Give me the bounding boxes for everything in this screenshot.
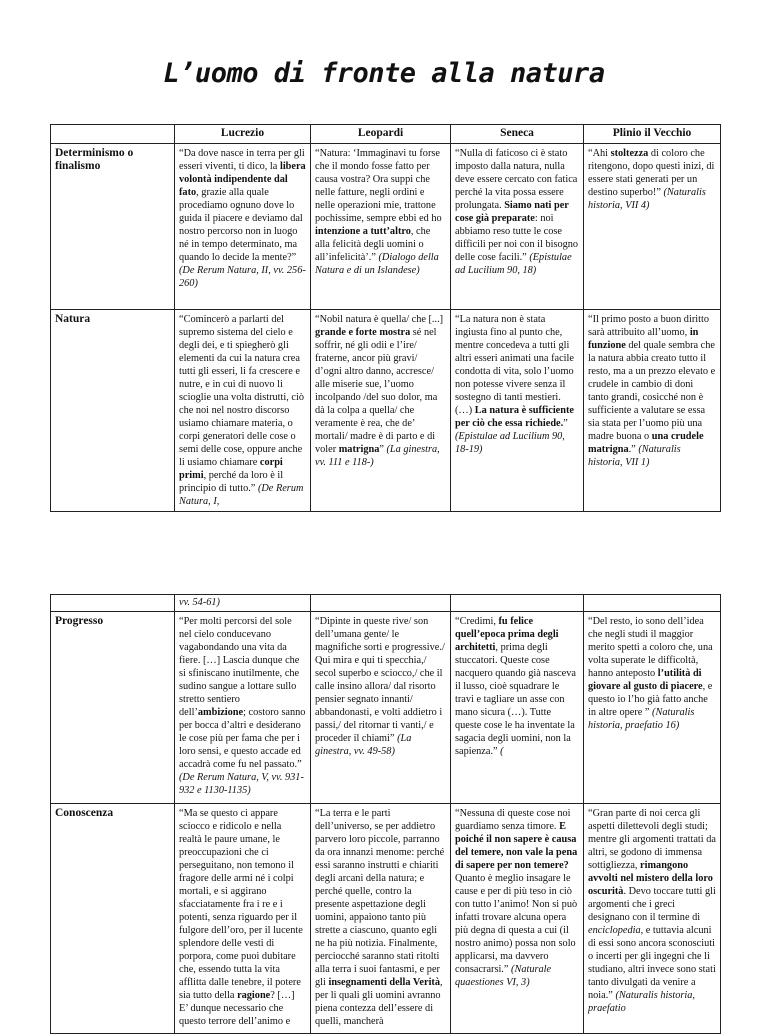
- row-label: Progresso: [51, 612, 175, 804]
- quote-cell: “Ahi stoltezza di coloro che ritengono, dopo questi inizi, di essere stati generati per un destino superbo!” (Naturalis historia, VII 4): [584, 144, 721, 310]
- quote-cell: “Natura: ‘Immaginavi tu forse che il mondo fosse fatto per causa vostra? Ora suppi che nelle fatture, negli ordini e nelle operazioni mie, trattone pochissime, sempre ebbi ed ho intenzione a tutt’altro, che alla felicità degli uomini o all’infelicità’.” (Dialogo della Natura e di un Islandese): [311, 144, 451, 310]
- header-plinio: Plinio il Vecchio: [584, 125, 721, 144]
- continued-empty-cell: [451, 595, 584, 612]
- header-row: [51, 125, 721, 144]
- continued-label-cell: [51, 595, 175, 612]
- quote-cell: “Comincerò a parlarti del supremo sistema del cielo e degli dei, e ti spiegherò gli elementi da cui la natura crea tutti gli esseri, li fa crescere e nutre, e in cui di nuovo li scioglie una volta distrutti, ciò che noi nel nostro discorso usiamo chiamare materia, o corpi generatori delle cose o semi delle cose, oppure anche li usiamo chiamare corpi primi, perché da loro è il principio di tutto.” (De Rerum Natura, I,: [175, 310, 311, 512]
- quote-cell: “Da dove nasce in terra per gli esseri viventi, ti dico, la libera volontà indipendente dal fato, grazie alla quale procediamo ognuno dove lo guida il piacere e deviamo dal nostro percorso non in luogo né in tempo determinato, ma quando lo decide la mente?” (De Rerum Natura, II, vv. 256-260): [175, 144, 311, 310]
- header-lucrezio: Lucrezio: [175, 125, 311, 144]
- quote-cell: “Ma se questo ci appare sciocco e ridicolo e nella realtà le paure umane, le preoccupazioni che ci perseguitano, non temono il fragore delle armi né i colpi mortali, e si aggirano sfacciatamente fra i re e i potenti, senza riguardo per il fulgore dell’oro, per il lucente splendore delle vesti di porpora, come puoi dubitare che, essendo tutta la vita afflitta dalle tenebre, il potere sia tutto della ragione? […] E’ dunque necessario che questo terrore dell’animo e: [175, 804, 311, 1034]
- comparison-table-bottom: [50, 594, 721, 1034]
- row-label: Conoscenza: [51, 804, 175, 1034]
- quote-cell: “Dipinte in queste rive/ son dell’umana gente/ le magnifiche sorti e progressive./ Qui mira e qui ti specchia,/ secol superbo e sciocco,/ che il calle insino allora/ dal risorto pensier segnato innanti/ abbandonasti, e volti addietro i passi,/ del ritornar ti vanti,/ e proceder il chiami” (La ginestra, vv. 49-58): [311, 612, 451, 804]
- quote-cell: “Gran parte di noi cerca gli aspetti dilettevoli degli studi; mentre gli argomenti trattati da altri, se godono di immensa sottigliezza, rimangono avvolti nel mistero della loro oscurità. Devo toccare tutti gli argomenti che i greci designano con il termine di enciclopedia, e tuttavia alcuni di essi sono ancora sconosciuti o incerti per gli ingegni che li studiano, altri invece sono stati tanto divulgati da venire a noia.” (Naturalis historia, praefatio: [584, 804, 721, 1034]
- continued-empty-cell: [311, 595, 451, 612]
- quote-cell: “Per molti percorsi del sole nel cielo conducevano vagabondando una vita da fiere. […] Lascia dunque che si sfiniscano inutilmente, che sudino sangue a lottare sullo stretto sentiero dell’ambizione; costoro sanno per bocca d’altri e desiderano le cose più per fama che per i loro sensi, e questo accade ed accadrà come fu nel passato.” (De Rerum Natura, V, vv. 931-932 e 1130-1135): [175, 612, 311, 804]
- row-conoscenza: [51, 804, 721, 1034]
- quote-cell: “Nessuna di queste cose noi guardiamo senza timore. E poiché il non sapere è causa del temere, non vale la pena di sapere per non temere? Quanto è meglio insagare le cause e per di più teso in ciò con tutto l’animo! Non si può infatti trovare alcuna opera più degna di questa a cui (il nostro animo) possa non solo applicarsi, ma davvero consacrarsi.” (Naturale quaestiones VI, 3): [451, 804, 584, 1034]
- quote-cell: “La terra e le parti dell’universo, se per addietro parvero loro piccole, parranno da ora innanzi menome: perché essi saranno instrutti e chiariti degli arcani della natura; e perché quelle, contro la presente aspettazione degli uomini, appaiono tanto più strette a ciascuno, quanto egli ne ha più notizia. Finalmente, perciocché saranno stati ritolti alla terra i suoi fantasmi, e per gli insegnamenti della Verità, per li quali gli uomini avranno piena contezza dell’essere di quelli, mancherà: [311, 804, 451, 1034]
- row-natura: [51, 310, 721, 512]
- row-progresso: [51, 612, 721, 804]
- page-title: L’uomo di fronte alla natura: [163, 58, 605, 89]
- quote-cell: “Nobil natura è quella/ che [...] grande e forte mostra sé nel soffrir, né gli odii e l’ire/ fraterne, ancor più gravi/ d’ogni altro danno, accresce/ alle miserie sue, l’uomo incolpando /del suo dolor, ma dà la colpa a quella/ che veramente è rea, che de’ mortali/ madre è di parto e di voler matrigna” (La ginestra, vv. 111 e 118-): [311, 310, 451, 512]
- quote-cell: “Del resto, io sono dell’idea che negli studi il maggior merito spetti a coloro che, una volta superate le difficoltà, hanno anteposto l’utilità di giovare al gusto di piacere, e questo io l’ho già fatto anche in altre opere ” (Naturalis historia, praefatio 16): [584, 612, 721, 804]
- header-seneca: Seneca: [451, 125, 584, 144]
- row-natura-continued: [51, 595, 721, 612]
- continued-empty-cell: [584, 595, 721, 612]
- header-empty: [51, 125, 175, 144]
- quote-cell: “Il primo posto a buon diritto sarà attribuito all’uomo, in funzione del quale sembra che la natura abbia creato tutto il resto, ma a un prezzo elevato e crudele in cambio di doni tanto grandi, cosicché non è sufficiente a valutare se essa sia stata per l’uomo più una madre buona o una crudele matrigna.” (Naturalis historia, VII 1): [584, 310, 721, 512]
- comparison-table-top: [50, 124, 721, 512]
- quote-cell: “Nulla di faticoso ci è stato imposto dalla natura, nulla deve essere cercato con fatica perché la vita possa essere prolungata. Siamo nati per cose già preparate: noi abbiamo reso tutte le cose difficili per noi con il bisogno delle cose facili.” (Epistulae ad Lucilium 90, 18): [451, 144, 584, 310]
- row-determinismo: [51, 144, 721, 310]
- quote-cell: “Credimi, fu felice quell’epoca prima degli architetti, prima degli stuccatori. Queste cose nacquero quando già nasceva il lusso, cioè squadrare le travi e tagliare un asse con mano sicura (…). Tutte queste cose le ha inventate la sagacia degli uomini, non la sapienza.” (: [451, 612, 584, 804]
- row-label: Natura: [51, 310, 175, 512]
- continued-source: vv. 54-61): [175, 595, 311, 612]
- row-label: Determinismo o finalismo: [51, 144, 175, 310]
- header-leopardi: Leopardi: [311, 125, 451, 144]
- quote-cell: “La natura non è stata ingiusta fino al punto che, mentre concedeva a tutti gli altri esseri animati una facile condotta di vita, solo l’uomo non potesse vivere senza il sostegno di tanti mestieri. (…) La natura è sufficiente per ciò che essa richiede.” (Epistulae ad Lucilium 90, 18-19): [451, 310, 584, 512]
